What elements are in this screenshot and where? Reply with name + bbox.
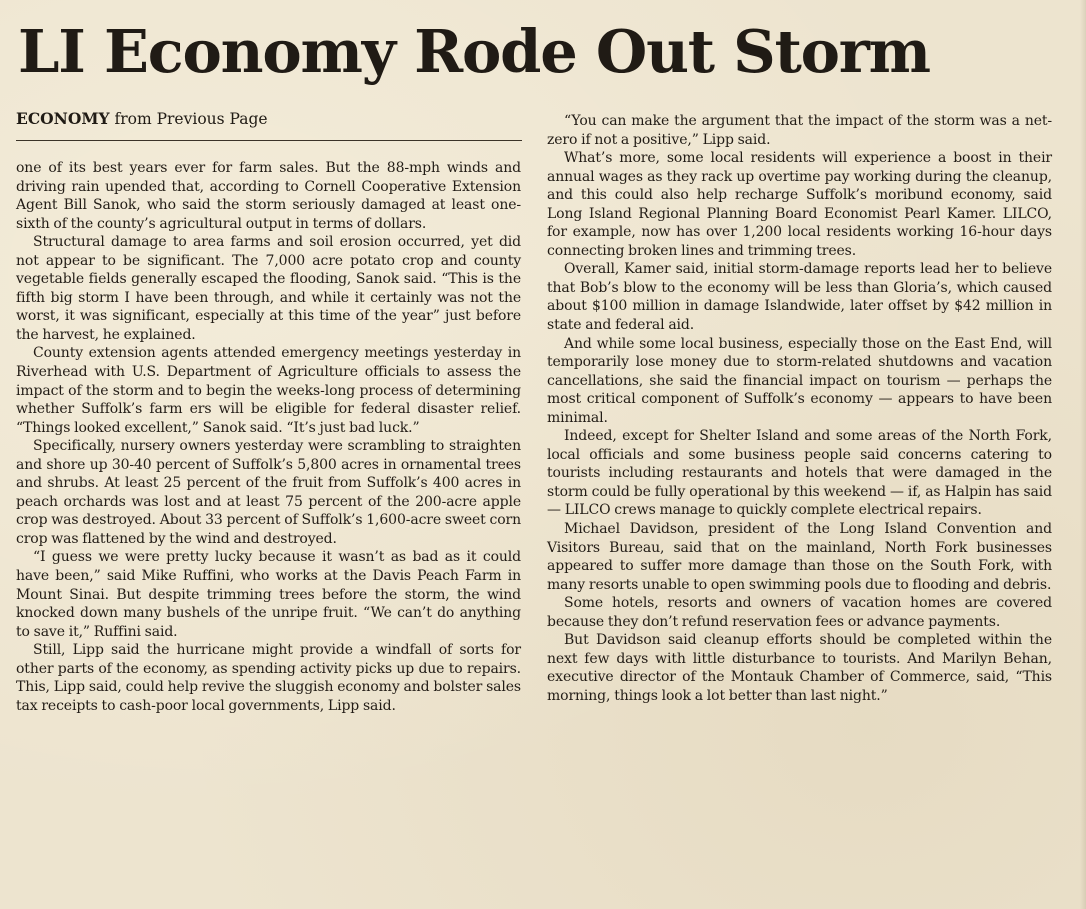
right-column: [547, 112, 1052, 706]
paragraph: What’s more, some local residents will experience a boost in their annual wages as they rack up overtime pay working during the cleanup, and this could also help recharge Suffolk’s moribund economy, said Long Island Regional Planning Board Economist Pearl Kamer. LILCO, for example, now has over 1,200 local residents working 16-hour days connecting broken lines and trimming trees.: [547, 150, 1052, 259]
paragraph: County extension agents attended emergency meetings yesterday in Riverhead with U.S. Department of Agriculture officials to assess the impact of the storm and to begin the weeks-long process of determining whether Suffolk’s farm ers will be eligible for federal disaster relief. “Things looked excellent,” Sanok said. “It’s just bad luck.”: [16, 345, 521, 436]
paragraph: Still, Lipp said the hurricane might provide a windfall of sorts for other parts of the economy, as spending activity picks up due to repairs. This, Lipp said, could help revive the sluggish economy and bolster sales tax receipts to cash-poor local governments, Lipp said.: [16, 642, 521, 714]
paragraph: Michael Davidson, president of the Long Island Convention and Visitors Bureau, said that on the mainland, North Fork businesses appeared to suffer more damage than those on the South Fork, with many resorts unable to open swimming pools due to flooding and debris.: [547, 521, 1052, 593]
headline: LI Economy Rode Out Storm: [18, 17, 930, 86]
paragraph: Some hotels, resorts and owners of vacation homes are covered because they don’t refund reservation fees or advance payments.: [547, 595, 1052, 630]
paragraph: Specifically, nursery owners yesterday were scrambling to straighten and shore up 30-40 percent of Suffolk’s 5,800 acres in ornamental trees and shrubs. At least 25 percent of the fruit from Suffolk’s 400 acres in peach orchards was lost and at least 75 percent of the 200-acre apple crop was destroyed. About 33 percent of Suffolk’s 1,600-acre sweet corn crop was flattened by the wind and destroyed.: [16, 438, 521, 547]
jump-text: from Previous Page: [114, 110, 268, 128]
jump-kicker: ECONOMY: [16, 109, 110, 128]
jump-divider-rule: [16, 140, 522, 141]
paragraph: “I guess we were pretty lucky because it wasn’t as bad as it could have been,” said Mike Ruffini, who works at the Davis Peach Farm in Mount Sinai. But despite trimming trees before the storm, the wind knocked down many bushels of the unripe fruit. “We can’t do anything to save it,” Ruffini said.: [16, 549, 521, 640]
paper-edge-shadow: [1080, 0, 1086, 909]
paragraph: And while some local business, especially those on the East End, will temporarily lose money due to storm-related shutdowns and vacation cancellations, she said the financial impact on tourism — perhaps the most critical component of Suffolk’s economy — appears to have been minimal.: [547, 335, 1052, 426]
paragraph: Structural damage to area farms and soil erosion occurred, yet did not appear to be significant. The 7,000 acre potato crop and county vegetable fields generally escaped the flooding, Sanok said. “This is the fifth big storm I have been through, and while it certainly was not the worst, it was significant, especially at this time of the year” just before the harvest, he explained.: [16, 234, 521, 343]
jump-line: [16, 108, 522, 130]
paragraph: one of its best years ever for farm sales. But the 88-mph winds and driving rain upended that, according to Cornell Cooperative Extension Agent Bill Sanok, who said the storm seriously damaged at least one-sixth of the county’s agricultural output in terms of dollars.: [16, 160, 521, 232]
paragraph: But Davidson said cleanup efforts should be completed within the next few days with little disturbance to tourists. And Marilyn Behan, executive director of the Montauk Chamber of Commerce, said, “This morning, things look a lot better than last night.”: [547, 632, 1052, 704]
paragraph: Indeed, except for Shelter Island and some areas of the North Fork, local officials and some business people said concerns catering to tourists including restaurants and hotels that were damaged in the storm could be fully operational by this weekend — if, as Halpin has said — LILCO crews manage to quickly complete electrical repairs.: [547, 428, 1052, 519]
paragraph: “You can make the argument that the impact of the storm was a net-zero if not a positive,” Lipp said.: [547, 113, 1052, 148]
left-column: [16, 159, 521, 715]
paragraph: Overall, Kamer said, initial storm-damage reports lead her to believe that Bob’s blow to the economy will be less than Gloria’s, which caused about $100 million in damage Islandwide, later offset by $42 million in state and federal aid.: [547, 261, 1052, 334]
